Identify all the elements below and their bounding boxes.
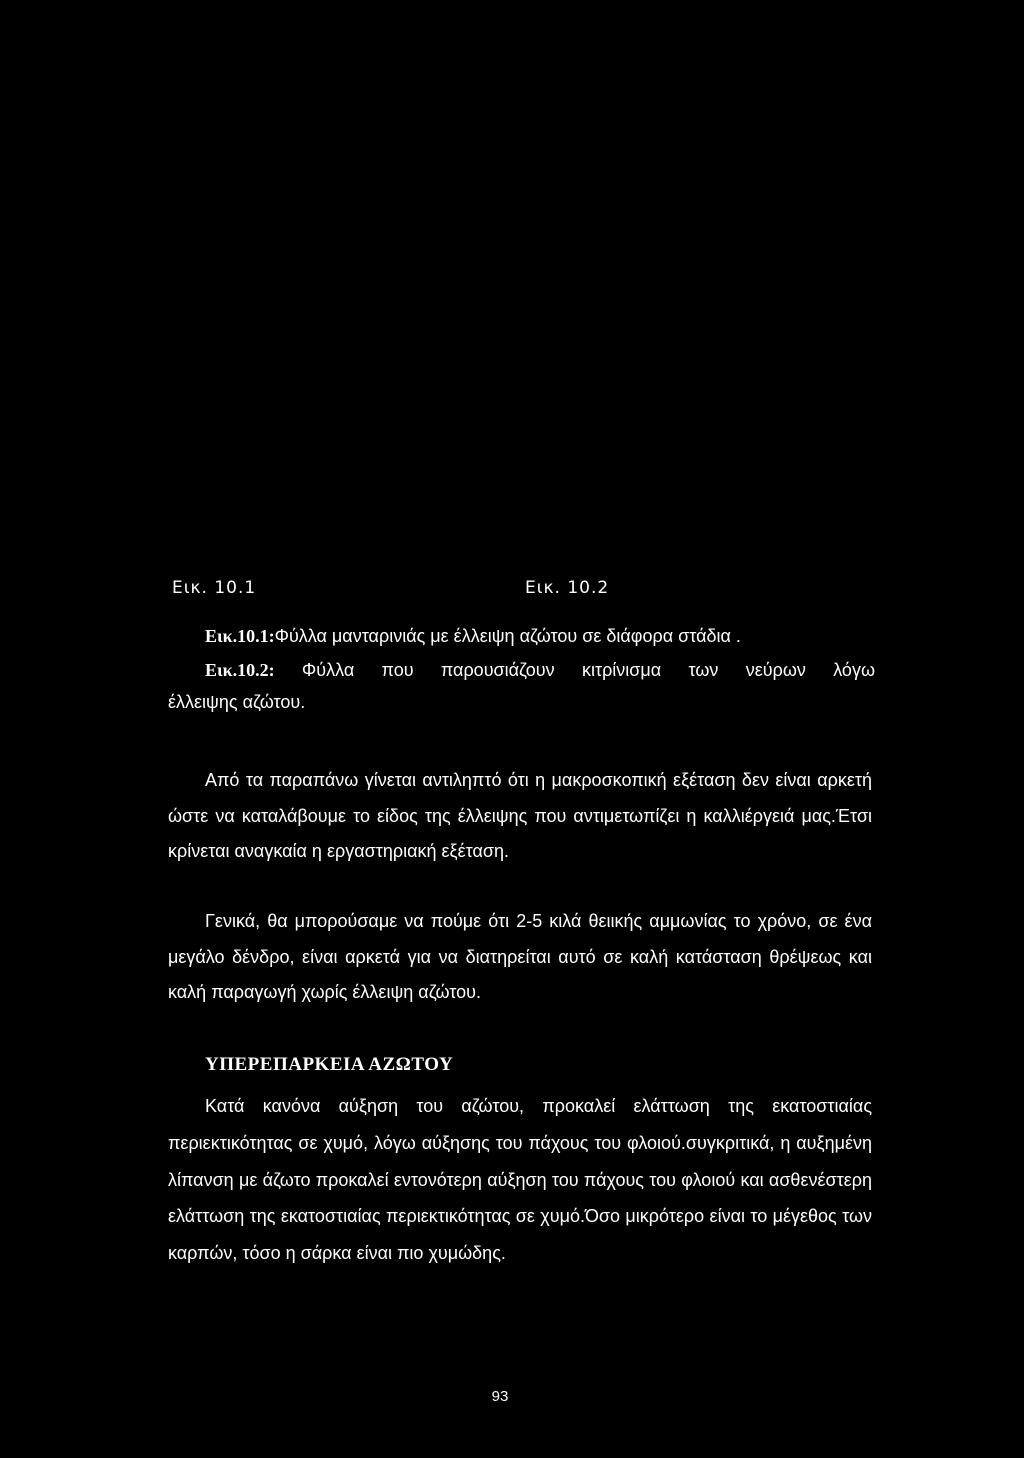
figure-tag-left: Εικ. 10.1 xyxy=(172,578,257,598)
paragraph-2-text: Γενικά, θα μπορούσαμε να πούμε ότι 2-5 κιλά θειικής αμμωνίας το χρόνο, σε ένα μεγάλο δένδρο, είναι αρκετά για να διατηρείται αυτό σε καλή κατάσταση θρέψεως και καλή παραγωγή χωρίς έλλειψη αζώτου. xyxy=(168,911,872,1002)
paragraph-nitrogen-excess xyxy=(168,1088,872,1272)
figure-caption-1-ref: Εικ.10.1: xyxy=(205,626,275,646)
paragraph-ammonia-dose xyxy=(168,904,872,1011)
section-heading: ΥΠΕΡΕΠΑΡΚΕΙΑ ΑΖΩΤΟΥ xyxy=(205,1054,454,1075)
figure-caption-2-text: Φύλλα που παρουσιάζουν κιτρίνισμα των νεύρων λόγω xyxy=(274,660,875,680)
paragraph-1-text: Από τα παραπάνω γίνεται αντιληπτό ότι η μακροσκοπική εξέταση δεν είναι αρκετή ώστε να καταλάβουμε το είδος της έλλειψης που αντιμετωπίζει η καλλιέργειά μας.Έτσι κρίνεται αναγκαία η εργαστηριακή εξέταση. xyxy=(168,770,872,861)
figure-caption-2-ref: Εικ.10.2: xyxy=(205,660,275,680)
paragraph-macroscopic-exam xyxy=(168,763,872,870)
figure-tag-right: Εικ. 10.2 xyxy=(525,578,610,598)
paragraph-3-text: Κατά κανόνα αύξηση του αζώτου, προκαλεί ελάττωση της εκατοστιαίας περιεκτικότητας σε χυμό, λόγω αύξησης του πάχους του φλοιού.συγκριτικά, η αυξημένη λίπανση με άζωτο προκαλεί εντονότερη αύξηση του πάχους του φλοιού και ασθενέστερη ελάττωση της εκατοστιαίας περιεκτικότητας σε χυμό.Όσο μικρότερο είναι το μέγεθος των καρπών, τόσο η σάρκα είναι πιο χυμώδης. xyxy=(168,1096,872,1264)
figure-caption-1-text: Φύλλα μανταρινιάς με έλλειψη αζώτου σε διάφορα στάδια . xyxy=(274,626,741,646)
figure-caption-2-continuation: έλλειψης αζώτου. xyxy=(168,692,306,712)
figure-caption-1 xyxy=(205,626,741,647)
figure-caption-2 xyxy=(205,660,875,681)
page-number: 93 xyxy=(491,1388,509,1405)
